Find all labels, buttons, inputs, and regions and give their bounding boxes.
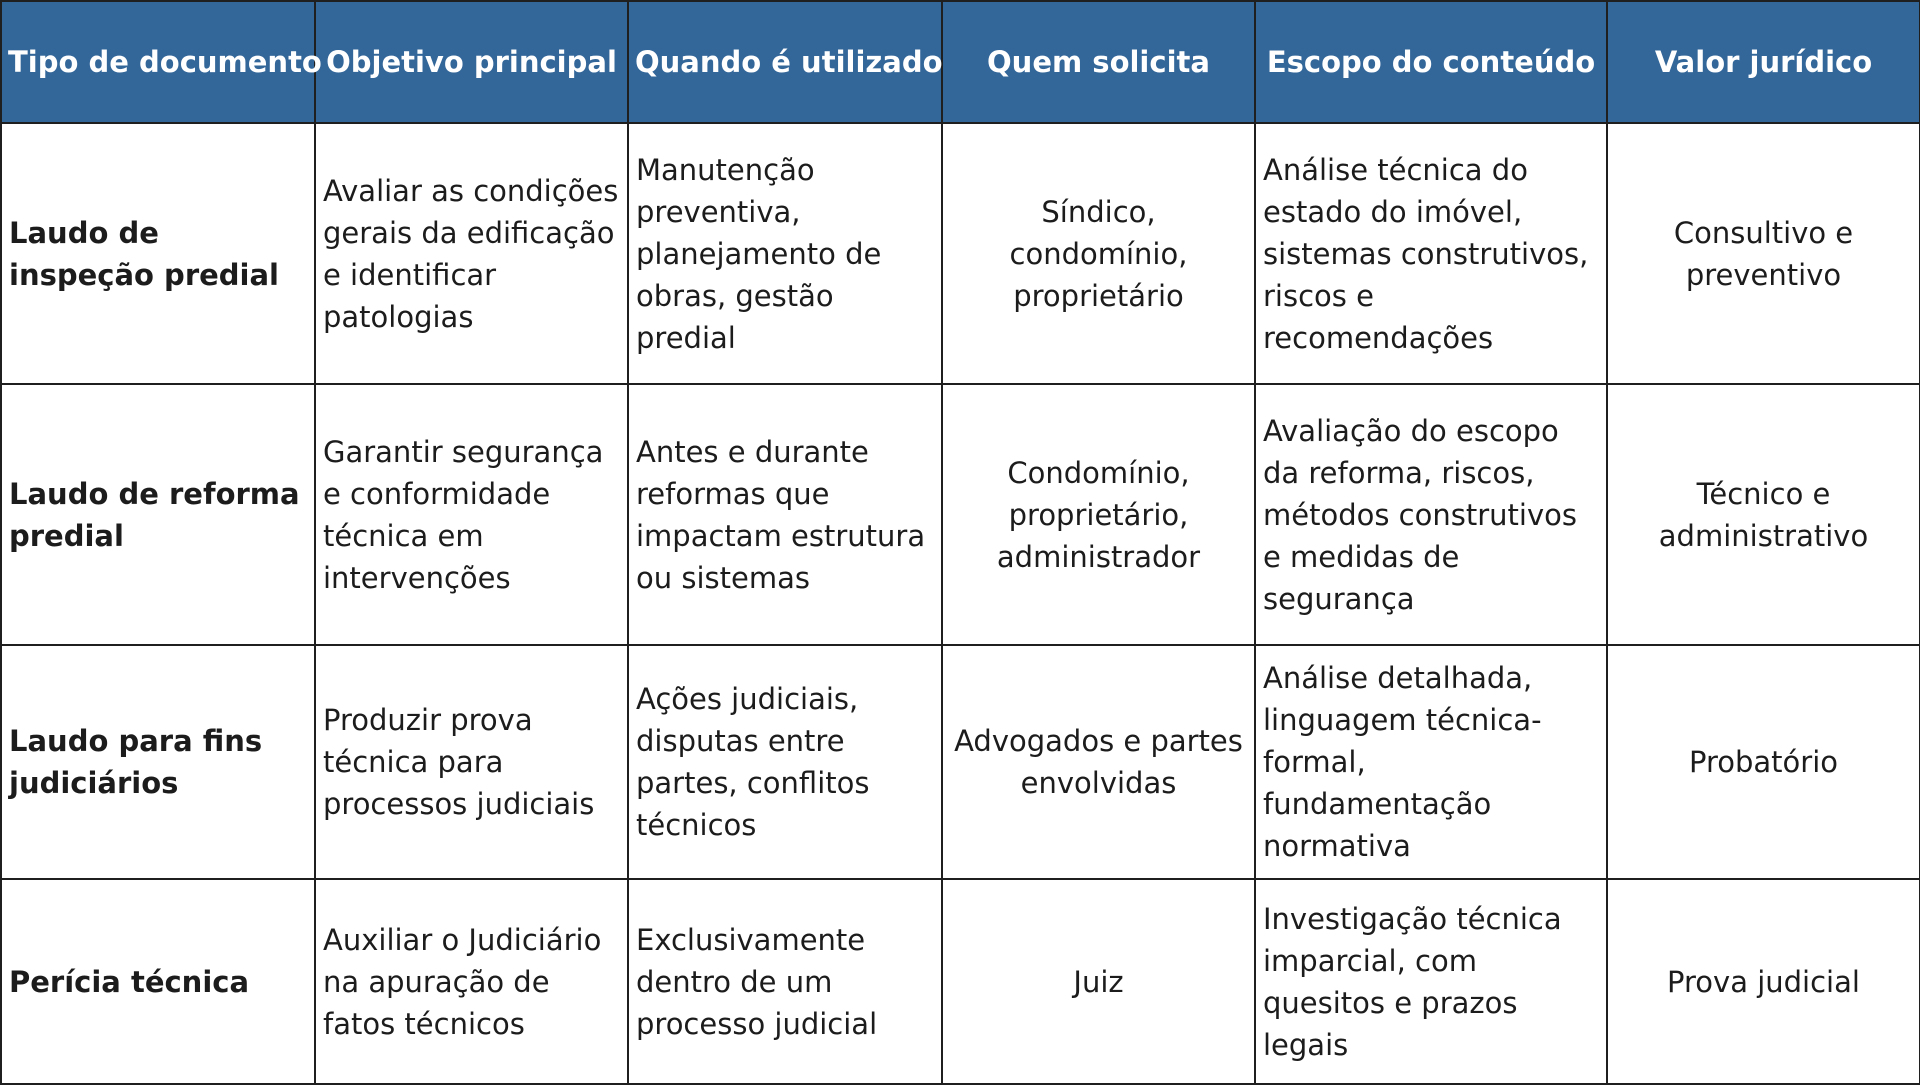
header-escopo-do-conteudo: Escopo do conteúdo <box>1255 1 1607 123</box>
table-row <box>1 123 1920 384</box>
header-objetivo-principal: Objetivo principal <box>315 1 628 123</box>
header-quando-e-utilizado: Quando é utilizado <box>628 1 942 123</box>
table-header <box>1 1 1920 123</box>
cell-tipo: Laudo de inspeção predial <box>1 123 315 384</box>
cell-quem: Síndico, condomínio, proprietário <box>942 123 1255 384</box>
header-valor-juridico: Valor jurídico <box>1607 1 1920 123</box>
header-row <box>1 1 1920 123</box>
cell-escopo: Análise detalhada, linguagem técnica-formal, fundamentação normativa <box>1255 645 1607 879</box>
cell-quando: Antes e durante reformas que impactam estrutura ou sistemas <box>628 384 942 645</box>
cell-objetivo: Garantir segurança e conformidade técnica em intervenções <box>315 384 628 645</box>
cell-valor: Consultivo e preventivo <box>1607 123 1920 384</box>
cell-objetivo: Produzir prova técnica para processos judiciais <box>315 645 628 879</box>
header-quem-solicita: Quem solicita <box>942 1 1255 123</box>
cell-quem: Condomínio, proprietário, administrador <box>942 384 1255 645</box>
table-row <box>1 645 1920 879</box>
cell-valor: Probatório <box>1607 645 1920 879</box>
cell-quem: Advogados e partes envolvidas <box>942 645 1255 879</box>
cell-valor: Técnico e administrativo <box>1607 384 1920 645</box>
table-body <box>1 123 1920 1084</box>
table-row <box>1 879 1920 1084</box>
cell-quando: Ações judiciais, disputas entre partes, conflitos técnicos <box>628 645 942 879</box>
cell-tipo: Laudo para fins judiciários <box>1 645 315 879</box>
cell-objetivo: Auxiliar o Judiciário na apuração de fatos técnicos <box>315 879 628 1084</box>
cell-valor: Prova judicial <box>1607 879 1920 1084</box>
cell-tipo: Perícia técnica <box>1 879 315 1084</box>
cell-objetivo: Avaliar as condições gerais da edificação e identificar patologias <box>315 123 628 384</box>
cell-escopo: Avaliação do escopo da reforma, riscos, métodos construtivos e medidas de segurança <box>1255 384 1607 645</box>
cell-escopo: Investigação técnica imparcial, com quesitos e prazos legais <box>1255 879 1607 1084</box>
cell-escopo: Análise técnica do estado do imóvel, sistemas construtivos, riscos e recomendações <box>1255 123 1607 384</box>
header-tipo-de-documento: Tipo de documento <box>1 1 315 123</box>
cell-tipo: Laudo de reforma predial <box>1 384 315 645</box>
cell-quando: Exclusivamente dentro de um processo judicial <box>628 879 942 1084</box>
cell-quem: Juiz <box>942 879 1255 1084</box>
table-row <box>1 384 1920 645</box>
cell-quando: Manutenção preventiva, planejamento de obras, gestão predial <box>628 123 942 384</box>
